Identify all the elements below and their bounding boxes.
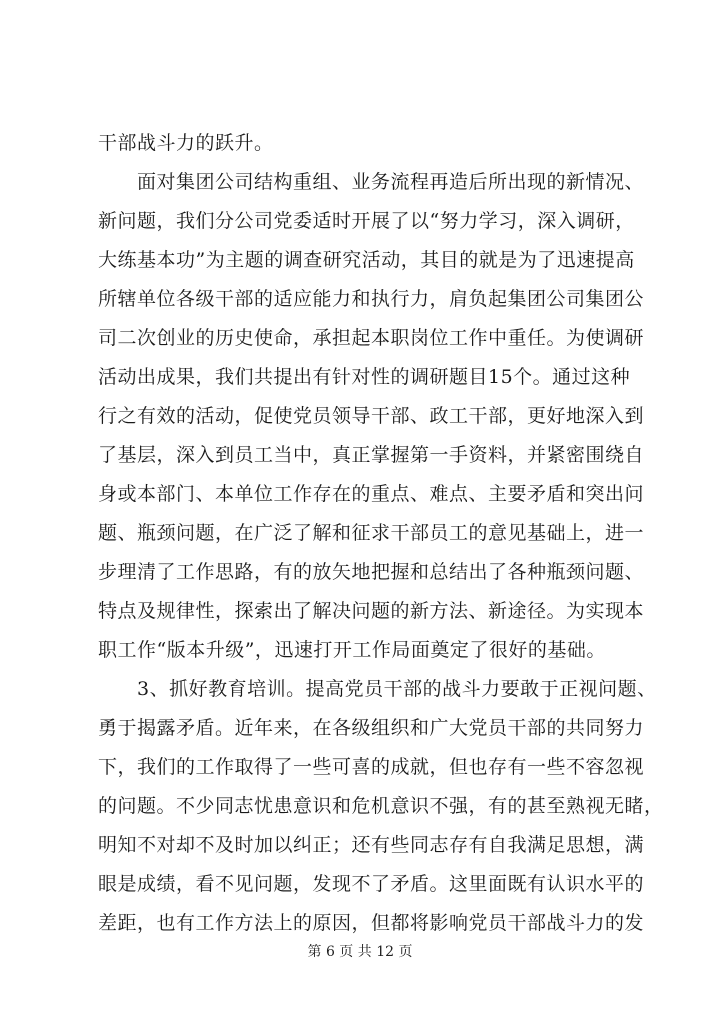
text-line: 活动出成果，我们共提出有针对性的调研题目15个。通过这种 xyxy=(98,366,631,388)
text-line: 眼是成绩，看不见问题，发现不了矛盾。这里面既有认识水平的 xyxy=(98,873,645,895)
text-line: 行之有效的活动，促使党员领导干部、政工干部，更好地深入到 xyxy=(98,405,645,427)
text-line: 面对集团公司结构重组、业务流程再造后所出现的新情况、 xyxy=(98,171,645,193)
text-line: 职工作“版本升级”，迅速打开工作局面奠定了很好的基础。 xyxy=(98,639,606,661)
page-footer: 第 6 页 共 12 页 xyxy=(307,944,413,960)
text-line: 特点及规律性，探索出了解决问题的新方法、新途径。为实现本 xyxy=(98,600,645,622)
text-line: 明知不对却不及时加以纠正；还有些同志存有自我满足思想，满 xyxy=(98,834,645,856)
text-line: 新问题，我们分公司党委适时开展了以“努力学习，深入调研， xyxy=(98,210,635,232)
text-line: 大练基本功”为主题的调查研究活动，其目的就是为了迅速提高 xyxy=(98,249,635,271)
text-line: 步理清了工作思路，有的放矢地把握和总结出了各种瓶颈问题、 xyxy=(98,561,645,583)
text-line: 的问题。不少同志忧患意识和危机意识不强，有的甚至熟视无睹， xyxy=(98,795,664,817)
text-line: 干部战斗力的跃升。 xyxy=(98,132,274,154)
text-line: 差距，也有工作方法上的原因，但都将影响党员干部战斗力的发 xyxy=(98,912,645,934)
text-line: 勇于揭露矛盾。近年来，在各级组织和广大党员干部的共同努力 xyxy=(98,717,645,739)
text-line: 所辖单位各级干部的适应能力和执行力，肩负起集团公司集团公 xyxy=(98,288,645,310)
text-line: 3、抓好教育培训。提高党员干部的战斗力要敢于正视问题、 xyxy=(98,678,657,700)
text-line: 了基层，深入到员工当中，真正掌握第一手资料，并紧密围绕自 xyxy=(98,444,645,466)
body-text xyxy=(98,124,664,943)
text-line: 下，我们的工作取得了一些可喜的成就，但也存有一些不容忽视 xyxy=(98,756,645,778)
text-line: 司二次创业的历史使命，承担起本职岗位工作中重任。为使调研 xyxy=(98,327,645,349)
text-line: 题、瓶颈问题，在广泛了解和征求干部员工的意见基础上，进一 xyxy=(98,522,645,544)
text-line: 身或本部门、本单位工作存在的重点、难点、主要矛盾和突出问 xyxy=(98,483,645,505)
